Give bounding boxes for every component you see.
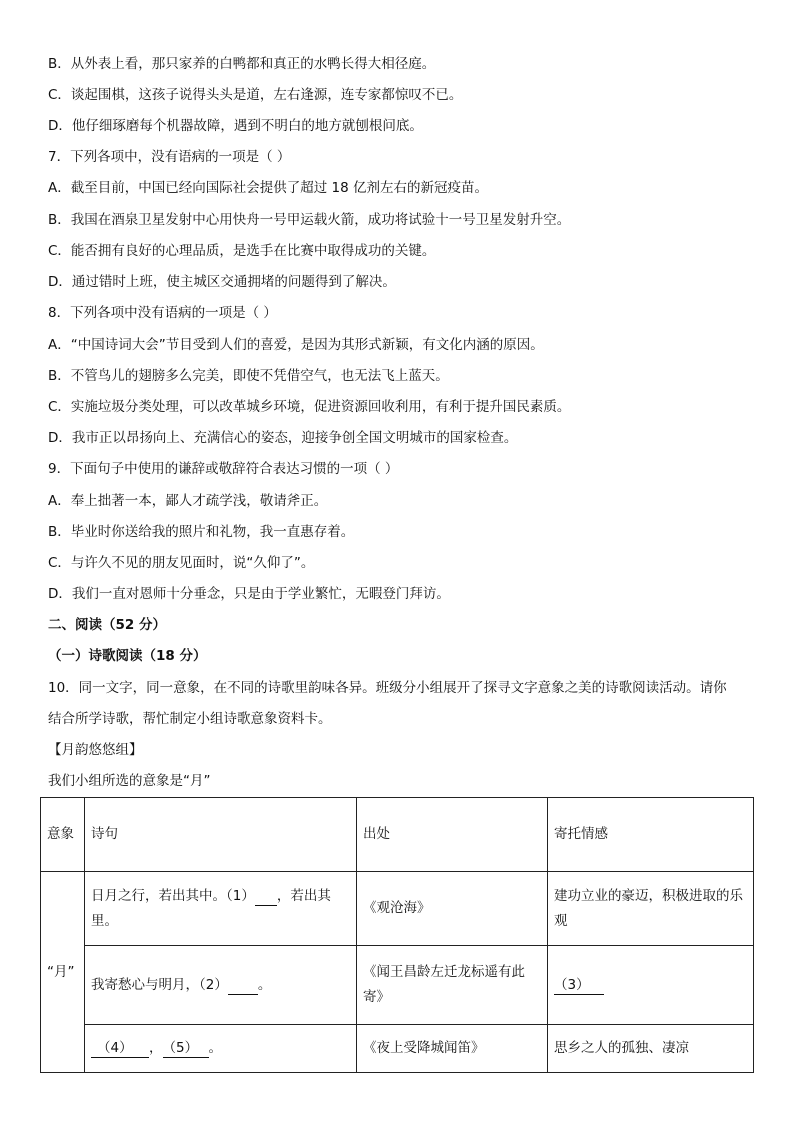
- imagery-cell: “月”: [41, 872, 85, 1073]
- q8-option-b: B．不管鸟儿的翅膀多么完美，即使不凭借空气，也无法飞上蓝天。: [48, 368, 449, 384]
- q9-stem: 9．下面句子中使用的谦辞或敬辞符合表达习惯的一项（ ）: [48, 461, 399, 477]
- q7-option-c: C．能否拥有良好的心理品质，是选手在比赛中取得成功的关键。: [48, 243, 436, 259]
- header-emotion: 寄托情感: [548, 798, 754, 872]
- table-row: [41, 946, 754, 1025]
- source-cell: 《闻王昌龄左迁龙标遥有此寄》: [357, 946, 548, 1025]
- source-cell: 《夜上受降城闻笛》: [357, 1025, 548, 1073]
- answer-blank-4[interactable]: （4）: [91, 1039, 149, 1058]
- table-row: [41, 1025, 754, 1073]
- header-source: 出处: [357, 798, 548, 872]
- q7-option-a: A．截至目前，中国已经向国际社会提供了超过 18 亿剂左右的新冠疫苗。: [48, 180, 488, 196]
- verse-cell: 日月之行，若出其中。（1） ，若出其里。: [85, 872, 357, 946]
- answer-blank-3[interactable]: （3）: [554, 976, 604, 995]
- q9-option-b: B．毕业时你送给我的照片和礼物，我一直惠存着。: [48, 524, 355, 540]
- table-header-row: [41, 798, 754, 872]
- table-row: [41, 872, 754, 946]
- group-heading: 【月韵悠悠组】: [48, 742, 143, 758]
- emotion-cell: [548, 946, 754, 1025]
- section-title: 二、阅读（52 分）: [48, 617, 166, 633]
- imagery-card-table: [40, 797, 754, 1073]
- answer-blank-1[interactable]: [255, 887, 277, 906]
- header-imagery: 意象: [41, 798, 85, 872]
- q10-stem-line1: 10．同一文字，同一意象，在不同的诗歌里韵味各异。班级分小组展开了探寻文字意象之美的诗歌阅读活动。请你: [48, 680, 727, 696]
- answer-blank-5[interactable]: （5）: [163, 1039, 209, 1058]
- q8-option-c: C．实施垃圾分类处理，可以改革城乡环境，促进资源回收利用，有利于提升国民素质。: [48, 399, 571, 415]
- group-intro: 我们小组所选的意象是“月”: [48, 773, 211, 789]
- q6-option-b: B．从外表上看，那只家养的白鸭都和真正的水鸭长得大相径庭。: [48, 56, 436, 72]
- answer-blank-2[interactable]: [228, 976, 258, 995]
- q7-option-d: D．通过错时上班，使主城区交通拥堵的问题得到了解决。: [48, 274, 396, 290]
- subsection-title: （一）诗歌阅读（18 分）: [48, 648, 207, 664]
- q6-option-c: C．谈起围棋，这孩子说得头头是道，左右逢源，连专家都惊叹不已。: [48, 87, 463, 103]
- q6-option-d: D．他仔细琢磨每个机器故障，遇到不明白的地方就刨根问底。: [48, 118, 423, 134]
- source-cell: 《观沧海》: [357, 872, 548, 946]
- header-verse: 诗句: [85, 798, 357, 872]
- emotion-cell: 思乡之人的孤独、凄凉: [548, 1025, 754, 1073]
- q9-option-c: C．与许久不见的朋友见面时，说“久仰了”。: [48, 555, 315, 571]
- q8-option-a: A．“中国诗词大会”节目受到人们的喜爱，是因为其形式新颖，有文化内涵的原因。: [48, 337, 544, 353]
- emotion-cell: 建功立业的豪迈，积极进取的乐观: [548, 872, 754, 946]
- verse-cell: 我寄愁心与明月，（2） 。: [85, 946, 357, 1025]
- q9-option-d: D．我们一直对恩师十分垂念，只是由于学业繁忙，无暇登门拜访。: [48, 586, 450, 602]
- q7-stem: 7．下列各项中，没有语病的一项是（ ）: [48, 149, 291, 165]
- q9-option-a: A．奉上拙著一本，鄙人才疏学浅，敬请斧正。: [48, 493, 328, 509]
- q10-stem-line2: 结合所学诗歌，帮忙制定小组诗歌意象资料卡。: [48, 711, 332, 727]
- q8-option-d: D．我市正以昂扬向上、充满信心的姿态，迎接争创全国文明城市的国家检查。: [48, 430, 518, 446]
- q8-stem: 8．下列各项中没有语病的一项是（ ）: [48, 305, 277, 321]
- verse-cell: （4） ，（5） 。: [85, 1025, 357, 1073]
- q7-option-b: B．我国在酒泉卫星发射中心用快舟一号甲运载火箭，成功将试验十一号卫星发射升空。: [48, 212, 571, 228]
